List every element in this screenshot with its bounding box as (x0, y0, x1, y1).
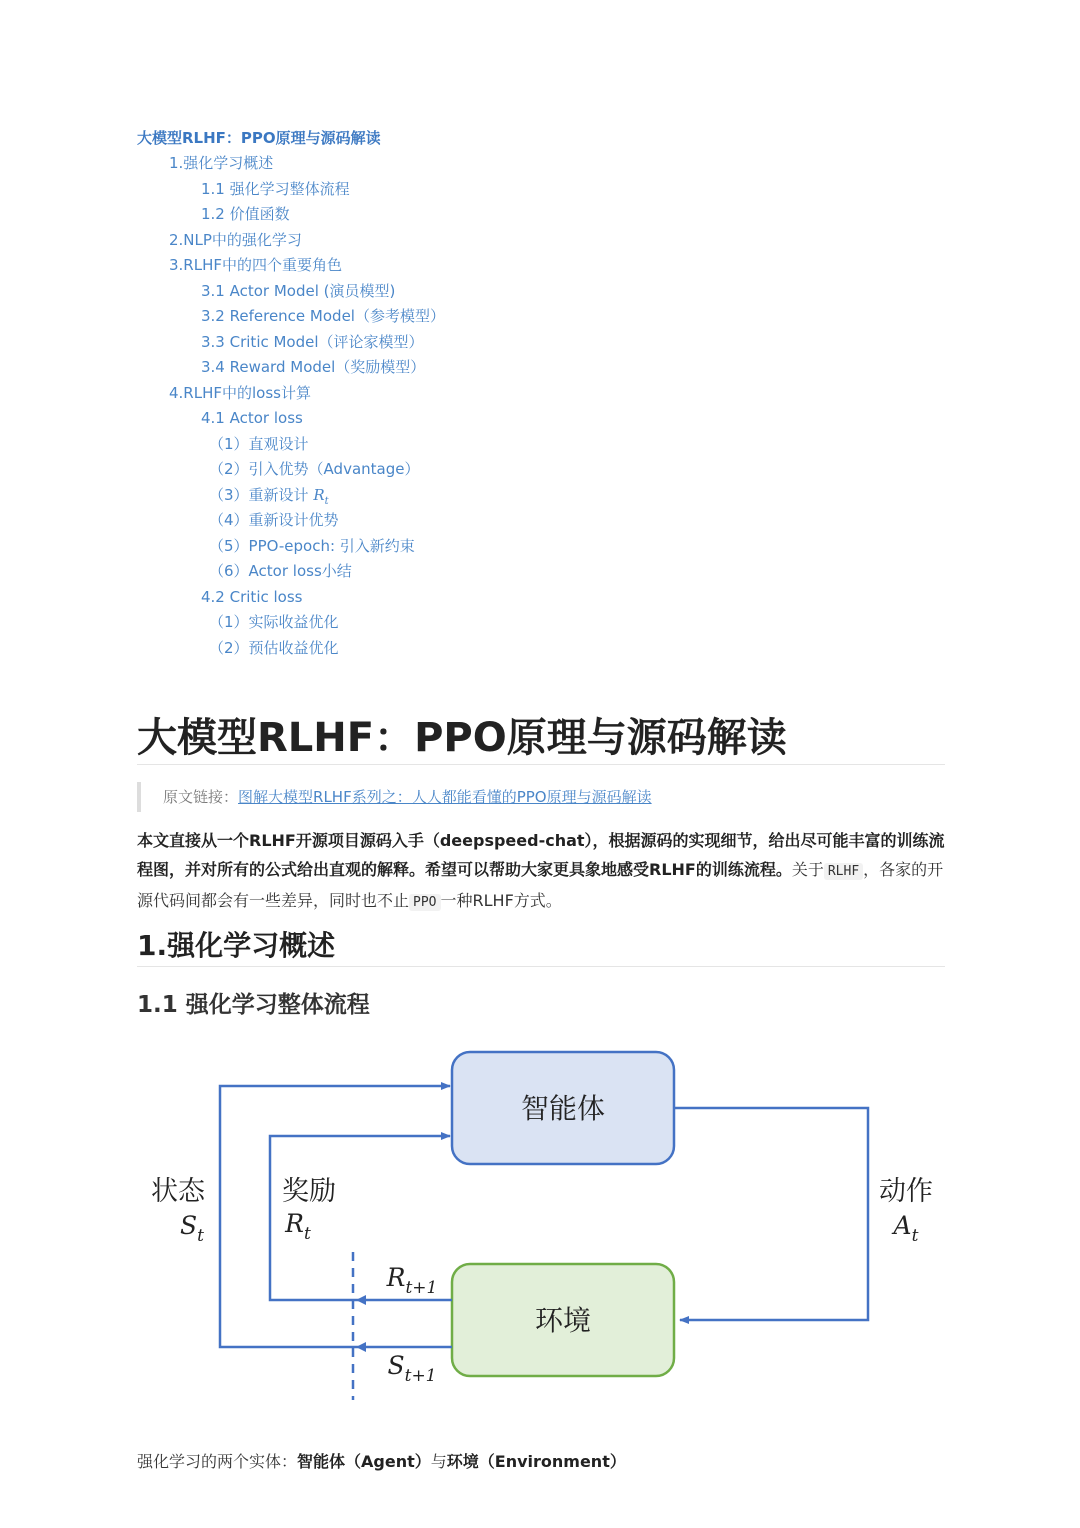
math-subscript: t (324, 495, 329, 507)
toc-item[interactable] (201, 357, 425, 377)
toc-item[interactable] (209, 510, 339, 530)
intro-bold-text: 本文直接从一个RLHF开源项目源码入手（deepspeed-chat），根据源码的实现细节，给出尽可能丰富的训练流程图，并对所有的公式给出直观的解释。希望可以帮助大家更具象地感受RLHF的训练流程。 (137, 831, 945, 879)
rl-loop-diagram (0, 1030, 1080, 1430)
toc-item-label: 1.强化学习概述 (169, 154, 274, 172)
toc-item-label: （4）重新设计优势 (209, 511, 339, 529)
page-title: 大模型RLHF：PPO原理与源码解读 (137, 712, 945, 765)
toc-item[interactable] (169, 230, 302, 250)
action-arrow (674, 1108, 868, 1320)
toc-item[interactable] (201, 587, 302, 607)
toc-item-label: 3.3 Critic Model（评论家模型） (201, 332, 424, 351)
intro-text-2: ，各家的开源代码间都会有一些差异，同时也不止 (137, 860, 944, 910)
toc-item-label: 3.RLHF中的四个重要角色 (169, 256, 342, 274)
toc-item[interactable] (201, 179, 350, 199)
toc-item[interactable] (201, 281, 395, 301)
intro-text-1: 关于 (791, 860, 824, 879)
toc-item-label: （1）实际收益优化 (209, 613, 339, 631)
inline-code-rlhf: RLHF (824, 863, 863, 880)
entity-environment: 环境（Environment） (446, 1452, 626, 1471)
toc-item-label: （2）引入优势（Advantage） (209, 460, 420, 478)
toc-item-label: 1.1 强化学习整体流程 (201, 179, 350, 198)
entities-prefix: 强化学习的两个实体： (137, 1452, 298, 1471)
math-symbol: R (313, 485, 325, 504)
source-quote (137, 782, 937, 812)
toc-item-label: （5）PPO-epoch: 引入新约束 (209, 536, 415, 555)
toc-item-label: （3）重新设计 (209, 485, 314, 504)
toc-item-label: （2）预估收益优化 (209, 638, 339, 657)
next-reward-symbol: $R_{t+1}$ (386, 1263, 438, 1298)
subsection-heading: 1.1 强化学习整体流程 (137, 992, 370, 1018)
toc-item-label: （1）直观设计 (209, 434, 309, 453)
toc-item[interactable] (169, 255, 342, 275)
toc-item[interactable] (169, 153, 273, 173)
toc-item[interactable] (209, 638, 339, 658)
toc-item-label: 4.RLHF中的loss计算 (169, 383, 311, 402)
toc-item[interactable] (201, 408, 303, 428)
toc-item-label: 1.2 价值函数 (201, 205, 290, 223)
entities-sentence (137, 1448, 945, 1476)
quote-prefix: 原文链接： (163, 788, 239, 806)
state-symbol: $S_t$ (180, 1211, 204, 1246)
intro-text-3: 一种RLHF方式。 (440, 891, 562, 910)
state-arrow (220, 1086, 452, 1347)
toc-item-math (313, 485, 329, 507)
toc-item[interactable] (209, 561, 352, 581)
environment-label: 环境 (534, 1304, 592, 1337)
next-state-symbol: $S_{t+1}$ (387, 1351, 437, 1386)
toc-item-label: （6）Actor loss小结 (209, 562, 352, 580)
action-symbol: $A_t$ (893, 1211, 919, 1246)
toc-item[interactable] (209, 434, 309, 454)
source-link[interactable]: 图解大模型RLHF系列之：人人都能看懂的PPO原理与源码解读 (238, 788, 652, 806)
toc-item-label: 2.NLP中的强化学习 (169, 230, 302, 249)
toc-item[interactable] (169, 383, 311, 403)
toc-item-label: 4.2 Critic loss (201, 587, 303, 606)
toc-item[interactable] (209, 536, 415, 556)
action-label: 动作 (879, 1176, 933, 1207)
reward-label: 奖励 (282, 1176, 336, 1207)
toc-item-label: 3.4 Reward Model（奖励模型） (201, 358, 426, 376)
toc-item[interactable] (209, 485, 329, 512)
entity-agent: 智能体（Agent） (297, 1452, 431, 1471)
toc-item[interactable] (201, 332, 424, 352)
state-label: 状态 (151, 1176, 205, 1207)
intro-paragraph (137, 826, 945, 917)
section-heading: 1.强化学习概述 (137, 926, 945, 967)
toc-item[interactable] (209, 459, 419, 479)
toc-item-label: 4.1 Actor loss (201, 409, 303, 427)
toc-title-link[interactable]: 大模型RLHF：PPO原理与源码解读 (137, 129, 381, 147)
agent-label: 智能体 (520, 1092, 606, 1125)
reward-next-arrowhead (356, 1295, 366, 1305)
reward-symbol: $R_t$ (285, 1209, 311, 1244)
toc-item[interactable] (201, 306, 445, 326)
toc-item[interactable] (209, 612, 339, 632)
toc-item-label: 3.2 Reference Model（参考模型） (201, 307, 445, 325)
state-next-arrowhead (356, 1342, 366, 1352)
entities-mid: 与 (430, 1452, 447, 1471)
inline-code-ppo: PPO (409, 894, 440, 911)
toc-item[interactable] (201, 204, 290, 224)
toc-item-label: 3.1 Actor Model (演员模型) (201, 281, 396, 300)
